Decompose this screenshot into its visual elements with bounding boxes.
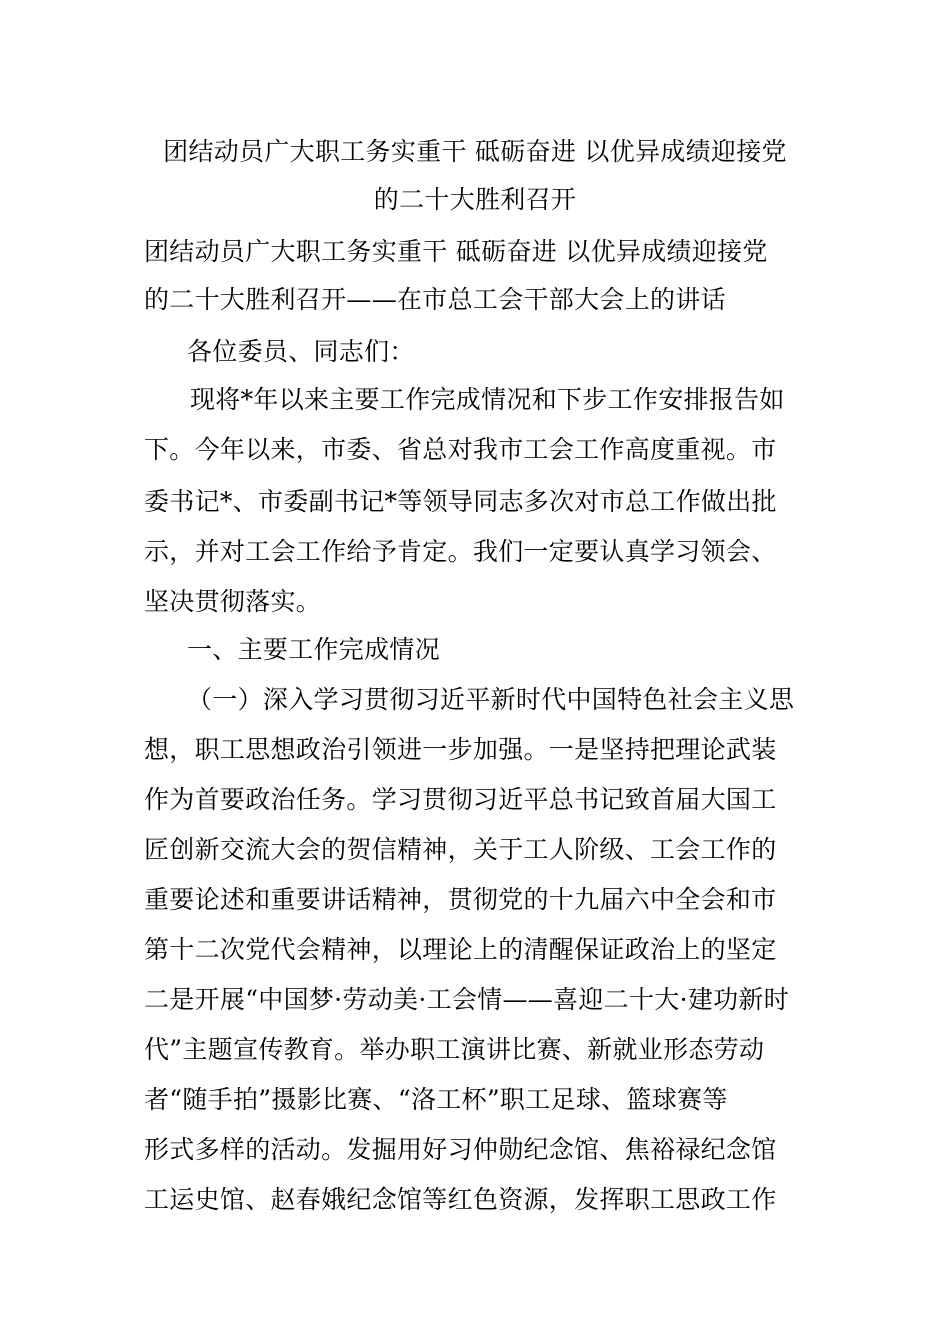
title-line-1: 团结动员广大职工务实重干 砥砺奋进 以优异成绩迎接党	[163, 137, 787, 166]
intro-line-4: 示，并对工会工作给予肯定。我们一定要认真学习领会、	[144, 537, 777, 566]
body-line-5: 重要论述和重要讲话精神，贯彻党的十九届六中全会和市	[144, 885, 777, 914]
body-line-9: 者“随手拍”摄影比赛、“洛工杯”职工足球、篮球赛等	[144, 1085, 728, 1114]
body-line-8: 代”主题宣传教育。举办职工演讲比赛、新就业形态劳动	[144, 1035, 765, 1064]
intro-line-5: 坚决贯彻落实。	[144, 587, 322, 616]
section-heading: 一、主要工作完成情况	[187, 635, 441, 664]
subtitle-line-1: 团结动员广大职工务实重干 砥砺奋进 以优异成绩迎接党	[144, 237, 768, 266]
body-line-6: 第十二次党代会精神，以理论上的清醒保证政治上的坚定	[144, 935, 777, 964]
body-line-10: 形式多样的活动。发掘用好习仲勋纪念馆、焦裕禄纪念馆	[144, 1135, 777, 1164]
subtitle-line-2: 的二十大胜利召开——在市总工会干部大会上的讲话	[144, 285, 726, 314]
title-line-2: 的二十大胜利召开	[373, 185, 577, 214]
body-line-2: 想，职工思想政治引领进一步加强。一是坚持把理论武装	[144, 735, 777, 764]
body-line-4: 匠创新交流大会的贺信精神，关于工人阶级、工会工作的	[144, 835, 777, 864]
body-line-11: 工运史馆、赵春娥纪念馆等红色资源，发挥职工思政工作	[144, 1185, 777, 1214]
body-line-1: （一）深入学习贯彻习近平新时代中国特色社会主义思	[187, 685, 795, 714]
intro-line-3: 委书记*、市委副书记*等领导同志多次对市总工作做出批	[144, 487, 777, 516]
body-line-3: 作为首要政治任务。学习贯彻习近平总书记致首届大国工	[144, 785, 777, 814]
intro-line-2: 下。今年以来，市委、省总对我市工会工作高度重视。市	[144, 435, 777, 464]
salutation: 各位委员、同志们：	[187, 337, 415, 366]
intro-line-1: 现将*年以来主要工作完成情况和下步工作安排报告如	[190, 385, 785, 414]
body-line-7: 二是开展“中国梦·劳动美·工会情——喜迎二十大·建功新时	[144, 985, 790, 1014]
